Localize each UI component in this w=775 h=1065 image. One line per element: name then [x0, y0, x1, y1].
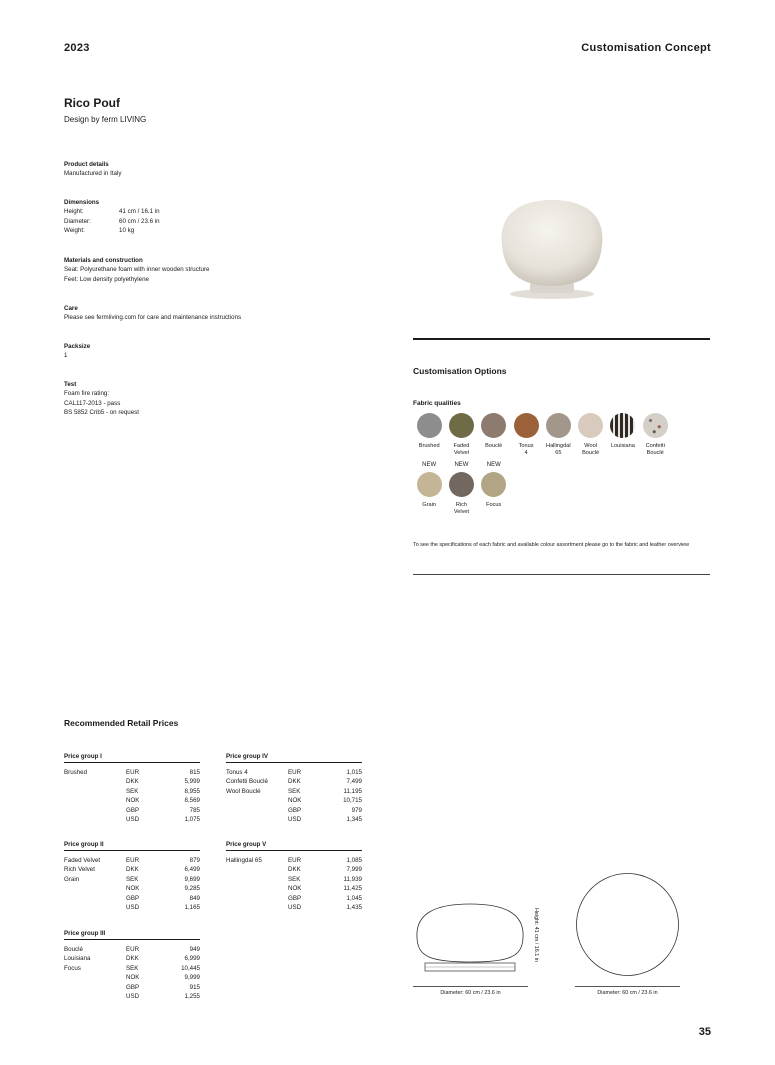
swatch-dot: [643, 413, 668, 438]
year: 2023: [64, 42, 90, 54]
test-line: BS 5852 Crib5 - on request: [64, 409, 139, 417]
side-diameter-dimension: [413, 986, 528, 996]
swatch-label: Grain: [422, 502, 436, 508]
side-view-drawing: [413, 900, 528, 980]
fabric-list: Faded Velvet Rich Velvet Grain: [64, 857, 101, 883]
swatch-label: Faded Velvet: [453, 443, 470, 457]
height-dimension-label: Height: 41 cm / 16.1 in: [533, 908, 539, 962]
swatch-dot: [481, 413, 506, 438]
swatch-label: Confetti Bouclé: [645, 443, 665, 457]
swatch-label: Brushed: [418, 443, 440, 449]
price-list: 1,085 7,999 11,939 11,425 1,045 1,435: [343, 857, 362, 912]
product-designer: Design by ferm LIVING: [64, 115, 147, 124]
fabric-swatch-rich-velvet[interactable]: [445, 462, 477, 517]
fabric-swatch-boucle[interactable]: [478, 413, 510, 458]
dimension-key: Height:: [64, 208, 84, 216]
new-badge: NEW: [486, 462, 501, 468]
fabric-swatch-tonus[interactable]: [510, 413, 542, 458]
dimension-line: [575, 986, 680, 987]
prices-title: Recommended Retail Prices: [64, 718, 179, 728]
swatch-label: Rich Velvet: [453, 502, 470, 516]
price-group-heading: Price group II: [64, 841, 200, 851]
price-group-5: [226, 841, 362, 912]
product-details-heading: Product details: [64, 161, 109, 168]
swatch-dot: [514, 413, 539, 438]
care-heading: Care: [64, 305, 78, 312]
price-list: 815 5,999 8,955 8,569 785 1,075: [184, 769, 200, 824]
swatch-dot: [610, 413, 635, 438]
packsize-value: 1: [64, 352, 68, 360]
currency-list: EUR DKK SEK NOK GBP USD: [126, 946, 140, 1001]
fabric-swatch-focus[interactable]: [478, 462, 510, 517]
swatch-row-1: [413, 413, 671, 458]
packsize-heading: Packsize: [64, 343, 91, 350]
price-group-2: [64, 841, 200, 912]
price-group-1: [64, 753, 200, 824]
materials-seat: Seat: Polyurethane foam with inner wooden structure: [64, 266, 210, 274]
fabric-swatch-faded-velvet[interactable]: [445, 413, 477, 458]
swatch-label: Bouclé: [485, 443, 503, 449]
new-badge: NEW: [454, 462, 469, 468]
swatch-dot: [449, 413, 474, 438]
top-diameter-dimension: [575, 986, 680, 996]
swatch-label: Louisiana: [610, 443, 635, 449]
price-list: 1,015 7,499 11,195 10,715 979 1,345: [343, 769, 362, 824]
dimension-line: [413, 986, 528, 987]
product-image: [488, 190, 618, 310]
new-badge: NEW: [422, 462, 437, 468]
swatch-dot: [417, 413, 442, 438]
top-view-drawing: [575, 872, 680, 977]
swatch-label: Focus: [486, 502, 502, 508]
swatch-dot: [546, 413, 571, 438]
test-line: CAL117-2013 - pass: [64, 399, 121, 407]
swatch-dot: [578, 413, 603, 438]
materials-feet: Feet: Low density polyethylene: [64, 275, 149, 283]
concept-title: Customisation Concept: [581, 42, 711, 54]
currency-list: EUR DKK SEK NOK GBP USD: [288, 769, 302, 824]
price-group-heading: Price group I: [64, 753, 200, 763]
dimension-key: Weight:: [64, 227, 85, 235]
divider-thin: [413, 574, 710, 575]
dimension-row: [64, 226, 160, 235]
product-details-text: Manufactured in Italy: [64, 170, 122, 178]
fabric-swatch-louisiana[interactable]: [607, 413, 639, 458]
fabric-swatch-confetti-boucle[interactable]: [639, 413, 671, 458]
packsize-section: [64, 342, 90, 361]
swatch-dot: [481, 472, 506, 497]
currency-list: EUR DKK SEK NOK GBP USD: [126, 769, 140, 824]
swatch-dot: [449, 472, 474, 497]
dimension-text: Diameter: 60 cm / 23.6 in: [440, 990, 501, 996]
divider-thick: [413, 338, 710, 340]
fabric-note: To see the specifications of each fabric and available colour assortment please go to the fabric and leather overview: [413, 542, 689, 548]
fabric-qualities-title: Fabric qualities: [413, 400, 461, 407]
swatch-label: Hallingdal 65: [546, 443, 571, 457]
swatch-label: Wool Bouclé: [582, 443, 600, 457]
swatch-label: Tonus 4: [518, 443, 534, 457]
fabric-list: Tonus 4 Confetti Bouclé Wool Bouclé: [226, 769, 268, 795]
price-list: 949 6,999 10,445 9,999 915 1,255: [181, 946, 200, 1001]
price-group-3: [64, 930, 200, 1001]
test-heading: Test: [64, 381, 77, 388]
product-title: Rico Pouf: [64, 96, 120, 110]
dimension-value: 41 cm / 16.1 in: [119, 208, 160, 216]
care-text: Please see fermliving.com for care and maintenance instructions: [64, 314, 242, 322]
price-group-heading: Price group IV: [226, 753, 362, 763]
swatch-row-2: [413, 462, 510, 517]
fabric-list: Bouclé Louisiana Focus: [64, 946, 91, 972]
materials-heading: Materials and construction: [64, 257, 143, 264]
currency-list: EUR DKK SEK NOK GBP USD: [126, 857, 140, 912]
dimension-value: 10 kg: [119, 227, 135, 235]
dimensions-heading: Dimensions: [64, 199, 100, 206]
fabric-swatch-brushed[interactable]: [413, 413, 445, 458]
swatch-dot: [417, 472, 442, 497]
customisation-title: Customisation Options: [413, 366, 507, 376]
dimension-value: 60 cm / 23.6 in: [119, 217, 160, 225]
care-section: [64, 304, 241, 323]
dimension-key: Diameter:: [64, 217, 91, 225]
fabric-swatch-hallingdal[interactable]: [542, 413, 574, 458]
price-group-heading: Price group V: [226, 841, 362, 851]
materials-section: [64, 256, 210, 284]
dimension-text: Diameter: 60 cm / 23.6 in: [597, 990, 658, 996]
page-number: 35: [698, 1026, 711, 1038]
test-line: Foam fire rating:: [64, 390, 110, 398]
fabric-swatch-wool-boucle[interactable]: [574, 413, 606, 458]
product-details-section: [64, 160, 121, 179]
dimensions-section: [64, 198, 160, 236]
fabric-swatch-grain[interactable]: [413, 462, 445, 517]
test-section: [64, 380, 139, 418]
currency-list: EUR DKK SEK NOK GBP USD: [288, 857, 302, 912]
price-group-4: [226, 753, 362, 824]
price-list: 879 6,499 9,699 9,285 849 1,165: [184, 857, 200, 912]
fabric-list: Brushed: [64, 769, 88, 776]
fabric-list: Hallingdal 65: [226, 857, 262, 864]
dimension-row: [64, 207, 160, 216]
dimension-row: [64, 217, 160, 226]
price-group-heading: Price group III: [64, 930, 200, 940]
